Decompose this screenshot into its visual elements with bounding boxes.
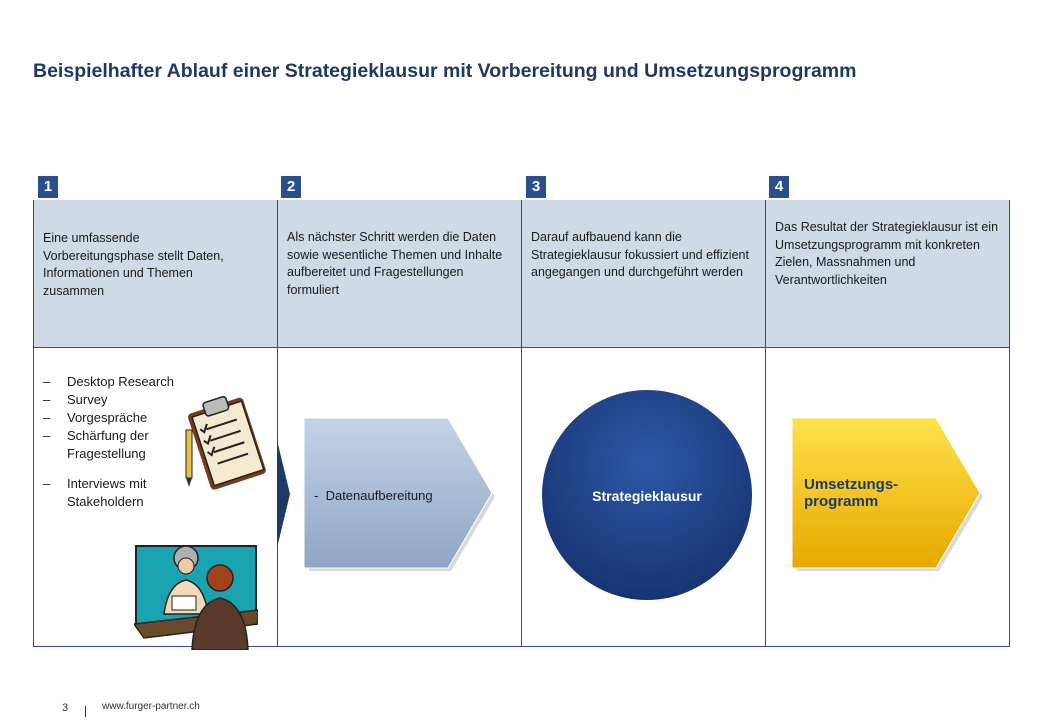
footer-divider <box>85 706 86 717</box>
strategy-retreat-label: Strategieklausur <box>592 488 702 504</box>
list-item: – Schärfung der Fragestellung <box>43 428 149 461</box>
step-4-description: Das Resultat der Strategieklausur ist ein Umsetzungsprogramm mit konkreten Zielen, Massnahmen und Verantwortlichkeiten <box>775 220 999 287</box>
step-1-description: Eine umfassende Vorbereitungsphase stellt Daten, Informationen und Themen zusammen <box>43 231 224 298</box>
step-number-1: 1 <box>38 176 58 198</box>
step-1-description-cell <box>33 200 277 348</box>
list-item: – Vorgespräche <box>43 410 148 425</box>
step-3-description-cell <box>521 200 765 348</box>
step-number-2: 2 <box>281 176 301 198</box>
list-item: – Desktop Research <box>43 374 174 389</box>
implementation-label: Umsetzungs- programm <box>804 476 899 510</box>
step-2-description: Als nächster Schritt werden die Daten sowie wesentliche Themen und Inhalte aufbereitet und Fragestellungen formuliert <box>287 230 503 297</box>
step-4-description-cell <box>765 200 1010 348</box>
list-item: – Survey <box>43 392 108 407</box>
preparation-list <box>43 373 177 511</box>
clipboard-illustration <box>180 392 272 496</box>
footer-url: www.furger-partner.ch <box>102 701 200 712</box>
data-prep-label: - Datenaufbereitung <box>314 488 433 503</box>
step-2-description-cell <box>277 200 521 348</box>
meeting-illustration <box>134 532 258 650</box>
step-number-4: 4 <box>769 176 789 198</box>
step-number-3: 3 <box>526 176 546 198</box>
page-title: Beispielhafter Ablauf einer Strategieklausur mit Vorbereitung und Umsetzungsprogramm <box>33 60 857 82</box>
transition-chevron <box>277 440 291 548</box>
list-item: – Interviews mit Stakeholdern <box>43 476 147 509</box>
step-3-description: Darauf aufbauend kann die Strategieklausur fokussiert und effizient angegangen und durchgeführt werden <box>531 230 749 279</box>
page-number: 3 <box>62 702 69 714</box>
